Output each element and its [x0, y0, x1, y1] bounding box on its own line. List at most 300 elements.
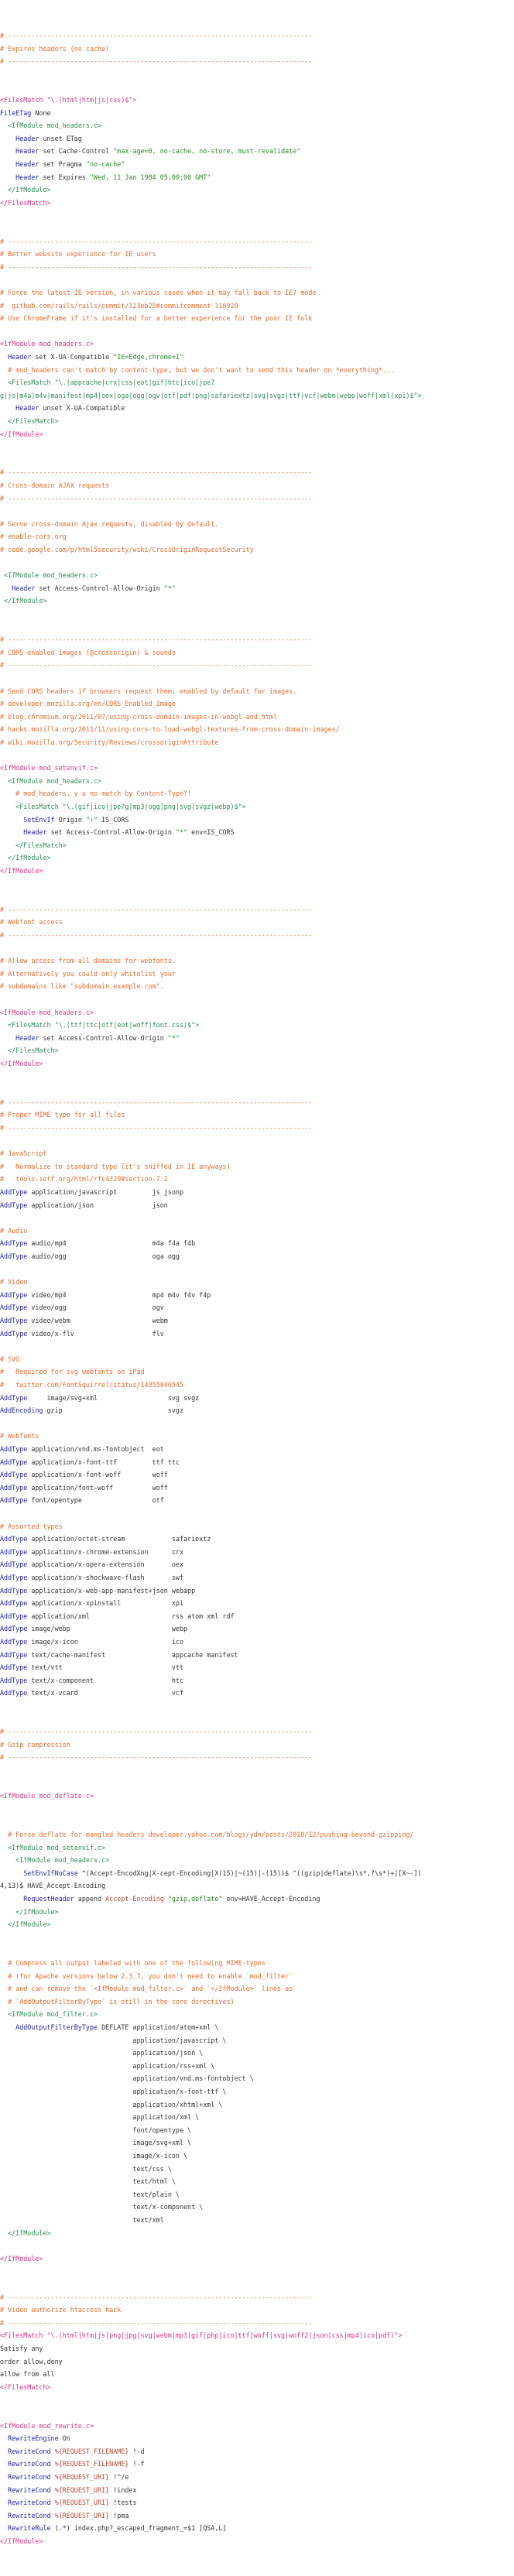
code-token: RewriteCond — [0, 2447, 55, 2455]
code-line — [0, 2485, 514, 2495]
code-token: %{REQUEST_URI} — [54, 2485, 114, 2494]
code-token: <IfModule mod_headers.c> — [0, 1856, 110, 1865]
code-line — [0, 95, 514, 104]
code-line — [0, 2344, 514, 2353]
code-line — [0, 519, 514, 529]
code-token: AddType — [0, 1483, 32, 1492]
code-token: <IfModule mod_filter.c> — [0, 2010, 98, 2019]
code-line — [0, 1059, 514, 1068]
code-token: # ------------------------------------------------------------------------------ — [0, 2318, 313, 2327]
code-token: "*" — [163, 584, 176, 592]
code-token: RewriteCond — [0, 2511, 55, 2519]
code-line — [0, 1367, 514, 1376]
code-line — [0, 2434, 514, 2443]
code-token: # enable-cors.org — [0, 533, 67, 541]
code-line — [0, 2036, 514, 2045]
code-line — [0, 905, 514, 914]
code-token: !index — [113, 2485, 137, 2494]
code-line — [0, 301, 514, 310]
code-token: !pma — [113, 2511, 129, 2519]
code-token: font/opentype otf — [31, 1496, 164, 1505]
code-line — [0, 2164, 514, 2174]
code-line — [0, 2472, 514, 2482]
code-token: Header — [0, 173, 43, 181]
code-token: ^(Accept-EncodXng|X-cept-Encoding|X(15)|~(15)|-(15))$ ^((gzip|deflate)\s*,?\s*)+|[X~-]( — [81, 1869, 422, 1877]
code-token: IS_CORS — [101, 815, 129, 824]
code-token: # Webfont access — [0, 918, 63, 927]
code-token: application/javascript js jsonp — [31, 1188, 183, 1196]
code-token: # Alternatively you could only whitelist your — [0, 969, 176, 978]
code-token: application/vnd.ms-fontobject eot — [31, 1445, 164, 1453]
code-token: Header — [0, 1033, 43, 1042]
code-token: RewriteCond — [0, 2499, 55, 2507]
code-token: "gzip,deflate" — [167, 1895, 227, 1903]
code-token: "max-age=0, no-cache, no-store, must-revalidate" — [113, 147, 301, 156]
code-line — [0, 1920, 514, 1929]
code-token: "*" — [175, 828, 192, 837]
code-token: text/xml — [0, 2216, 164, 2224]
code-line — [0, 1329, 514, 1338]
code-line — [0, 1277, 514, 1286]
code-line — [0, 2215, 514, 2225]
code-token: AddType — [0, 1638, 32, 1646]
code-line — [0, 121, 514, 130]
code-token: <FilesMatch "\.(html|htm|js|css)$"> — [0, 96, 137, 104]
code-token: # Assorted types — [0, 1522, 63, 1530]
code-token: AddEncoding — [0, 1406, 47, 1415]
code-token: <FilesMatch "\.(gif|ico|jpe?g|mp3|ogg|png|svg|svgz|webp)$"> — [0, 803, 246, 810]
code-token: application/octet-stream safariextz — [31, 1535, 211, 1543]
code-line — [0, 134, 514, 143]
code-token: </IfModule> — [0, 867, 43, 875]
code-line — [0, 687, 514, 696]
code-line — [0, 2511, 514, 2520]
code-token: g|js|m4a|m4v|manifest|mp4|oex|oga|ogg|ogv|otf|pdf|png|safariextz|svg|svgz|ttf|vcf|webm|webp|woff|xml|xpi)$"> — [0, 391, 422, 399]
code-token: AddType — [0, 1329, 32, 1338]
code-line — [0, 1238, 514, 1248]
code-line — [0, 313, 514, 323]
code-token: Header — [0, 160, 43, 168]
code-token: </IfModule> — [0, 2228, 51, 2237]
code-token: image/svg+xml svg svgz — [46, 1393, 200, 1402]
code-token: # mod_headers can't match by content-type, but we don't want to send this header on *everything*... — [0, 365, 395, 374]
code-line — [0, 1958, 514, 1968]
code-token: # Serve cross-domain Ajax requests, disabled by default. — [0, 519, 219, 528]
code-line — [0, 403, 514, 413]
code-token: # Webfonts — [0, 1432, 39, 1440]
code-line — [0, 1174, 514, 1184]
code-line — [0, 648, 514, 657]
code-token: </IfModule> — [0, 1920, 51, 1929]
code-line — [0, 2421, 514, 2430]
code-token: Header — [0, 147, 43, 156]
code-token: # ------------------------------------------------------------------------------ — [0, 57, 313, 66]
code-token: </FilesMatch> — [0, 2382, 51, 2391]
code-line — [0, 1522, 514, 1531]
code-token: # ------------------------------------------------------------------------------ — [0, 32, 313, 39]
code-line — [0, 2369, 514, 2379]
code-line — [0, 1586, 514, 1595]
code-token: # ------------------------------------------------------------------------------ — [0, 262, 313, 271]
code-token: !tests — [113, 2499, 137, 2507]
code-token: <IfModule mod_headers.c> — [0, 122, 102, 130]
code-token: video/ogg ogv — [31, 1303, 164, 1312]
code-token: AddType — [0, 1303, 32, 1312]
code-token: AddOutputFilterByType — [0, 2023, 102, 2031]
code-token: RewriteCond — [0, 2485, 55, 2494]
code-line — [0, 1187, 514, 1197]
code-line — [0, 1393, 514, 1403]
code-token: # SVG — [0, 1355, 20, 1363]
code-token: # (for Apache versions below 2.3.7, you don't need to enable `mod_filter` — [0, 1971, 293, 1980]
code-line — [0, 1650, 514, 1660]
code-line — [0, 1869, 514, 1878]
code-token: # github.com/rails/rails/commit/123eb25#commitcomment-118920 — [0, 301, 238, 310]
code-token: # developer.mozilla.org/en/CORS_Enabled_Image — [0, 700, 176, 708]
code-token: video/webm webm — [31, 1317, 168, 1324]
code-line — [0, 198, 514, 207]
code-line — [0, 789, 514, 798]
code-line — [0, 2074, 514, 2083]
code-line — [0, 288, 514, 297]
code-line — [0, 1740, 514, 1749]
code-token: application/xml \ — [0, 2113, 200, 2122]
code-line — [0, 2254, 514, 2263]
code-line — [0, 1444, 514, 1454]
code-token: </IfModule> — [0, 186, 51, 194]
code-token: application/x-opera-extension oex — [31, 1560, 183, 1569]
code-line — [0, 917, 514, 927]
code-line — [0, 2498, 514, 2507]
code-line — [0, 1637, 514, 1646]
code-line — [0, 763, 514, 772]
code-line — [0, 2151, 514, 2160]
code-token: # Allow access from all domains for webfonts. — [0, 957, 176, 965]
code-token: "IE=Edge,chrome=1" — [113, 353, 183, 361]
code-line — [0, 1547, 514, 1557]
code-token: # Better website experience for IE users — [0, 250, 156, 259]
code-token: # ------------------------------------------------------------------------------ — [0, 468, 313, 477]
code-line — [0, 2126, 514, 2135]
code-token: AddType — [0, 1650, 32, 1659]
code-token: </IfModule> — [0, 854, 51, 862]
code-line — [0, 1162, 514, 1171]
code-token: </IfModule> — [0, 597, 47, 605]
code-token: <FilesMatch "\.(appcache|crx|css|eot|gif|htc|ico|jpe? — [0, 379, 215, 387]
code-token: </FilesMatch> — [0, 841, 67, 849]
code-line — [0, 1290, 514, 1300]
code-line — [0, 815, 514, 824]
code-line — [0, 159, 514, 169]
code-token: application/javascript \ — [0, 2036, 227, 2044]
code-line — [0, 2357, 514, 2366]
code-token: # ------------------------------------------------------------------------------ — [0, 905, 313, 913]
code-token: # subdomains like "subdomain.example.com". — [0, 982, 164, 991]
code-token: # twitter.com/FontSquirrel/status/14855840545 — [0, 1381, 183, 1389]
code-line — [0, 1534, 514, 1543]
code-token: </IfModule> — [0, 2537, 43, 2545]
code-token: AddType — [0, 1547, 32, 1556]
code-token: AddType — [0, 1535, 32, 1543]
code-token: On — [62, 2434, 70, 2443]
code-token: SetEnvIfNoCase — [0, 1869, 82, 1877]
code-token: # wiki.mozilla.org/Security/Reviews/crossoriginAttribute — [0, 738, 219, 746]
code-line — [0, 1226, 514, 1235]
code-token: AddType — [0, 1663, 32, 1672]
code-token: AddType — [0, 1201, 32, 1209]
code-token: set Pragma — [43, 160, 86, 168]
code-token: AddType — [0, 1252, 32, 1260]
code-token: # Force deflate for mangled headers developer.yahoo.com/blogs/ydn/posts/2010/12/pushing-beyond-gzipping/ — [0, 1831, 414, 1838]
code-token: </IfModule> — [0, 2254, 43, 2263]
code-token: text/cache-manifest appcache manifest — [31, 1650, 238, 1659]
code-token: # ------------------------------------------------------------------------------ — [0, 1098, 313, 1106]
code-token: application/json json — [31, 1201, 168, 1209]
code-line — [0, 1663, 514, 1672]
code-line — [0, 1855, 514, 1865]
code-line — [0, 2447, 514, 2456]
code-line — [0, 570, 514, 580]
code-token: set Access-Control-Allow-Origin — [39, 584, 164, 592]
code-line — [0, 1380, 514, 1389]
code-line — [0, 1316, 514, 1325]
code-line — [0, 1046, 514, 1055]
code-line — [0, 1355, 514, 1364]
code-line — [0, 2061, 514, 2071]
code-line — [0, 827, 514, 837]
code-line — [0, 1573, 514, 1582]
code-token: AddType — [0, 1188, 32, 1196]
code-line — [0, 712, 514, 721]
code-token: # ------------------------------------------------------------------------------ — [0, 635, 313, 644]
code-token: # ------------------------------------------------------------------------------ — [0, 2293, 313, 2301]
code-token: # JavaScript — [0, 1149, 47, 1158]
code-line — [0, 1458, 514, 1467]
code-token: text/x-component htc — [31, 1676, 183, 1684]
code-token: "Wed, 11 Jan 1984 05:00:00 GMT" — [89, 173, 211, 181]
code-token: application/font-woff woff — [31, 1483, 168, 1492]
code-line — [0, 146, 514, 156]
code-line — [0, 494, 514, 503]
code-line — [0, 1881, 514, 1890]
code-token: %{REQUEST_URI} — [54, 2473, 114, 2481]
code-line — [0, 1406, 514, 1415]
code-line — [0, 969, 514, 978]
code-token: # ------------------------------------------------------------------------------ — [0, 661, 313, 670]
code-line — [0, 31, 514, 40]
code-token: Satisfy any — [0, 2345, 43, 2352]
code-line — [0, 1110, 514, 1119]
code-token: # ------------------------------------------------------------------------------ — [0, 237, 313, 245]
code-token: </FilesMatch> — [0, 198, 51, 207]
code-line — [0, 1098, 514, 1107]
code-token: allow from all — [0, 2370, 55, 2379]
code-token: # Expires headers (no cache) — [0, 44, 110, 53]
code-token: !-d — [132, 2447, 145, 2455]
code-line — [0, 2318, 514, 2328]
code-token: # Send CORS headers if browsers request them; enabled by default for images. — [0, 687, 297, 695]
code-token: <IfModule mod_headers.c> — [0, 340, 94, 348]
code-token: # mod_headers, y u no match by Content-Type?! — [0, 790, 192, 798]
code-token: <IfModule mod_headers.c> — [0, 776, 102, 785]
code-token: application/rss+xml \ — [0, 2061, 215, 2070]
code-token: application/x-chrome-extension crx — [31, 1547, 183, 1556]
code-token: audio/ogg oga ogg — [31, 1252, 180, 1260]
code-token: text/html \ — [0, 2177, 176, 2186]
code-line — [0, 1830, 514, 1839]
code-token: AddType — [0, 1625, 32, 1633]
code-line — [0, 2331, 514, 2340]
code-token: RequestHeader — [0, 1895, 78, 1903]
code-token: AddType — [0, 1393, 47, 1402]
code-token: set Cache-Control — [43, 147, 114, 156]
code-token: # code.google.com/p/html5security/wiki/CrossOriginRequestSecurity — [0, 546, 254, 553]
code-token: RewriteEngine — [0, 2434, 63, 2443]
code-token: Header — [0, 134, 43, 142]
code-token: # Force the latest IE version, in various cases when it may fall back to IE7 mode — [0, 289, 317, 296]
code-token: # Compress all output labeled with one of the following MIME-types — [0, 1959, 266, 1967]
code-line — [0, 699, 514, 708]
code-token: unset ETag — [43, 134, 82, 142]
code-line — [0, 776, 514, 786]
code-line — [0, 2048, 514, 2057]
code-token: RewriteRule — [0, 2524, 55, 2533]
code-line — [0, 1894, 514, 1903]
code-token: RewriteCond — [0, 2473, 55, 2481]
code-line — [0, 1676, 514, 1685]
code-token: AddType — [0, 1612, 32, 1620]
code-token: AddType — [0, 1445, 32, 1453]
code-token: # ------------------------------------------------------------------------------ — [0, 494, 313, 502]
code-token: # Cross-domain AJAX requests — [0, 481, 110, 489]
code-line — [0, 1752, 514, 1762]
code-line — [0, 2293, 514, 2302]
code-token: DEFLATE application/atom+xml \ — [101, 2023, 219, 2031]
code-token: AddType — [0, 1689, 32, 1697]
code-token: text/css \ — [0, 2164, 172, 2173]
code-line — [0, 2190, 514, 2199]
code-line — [0, 1727, 514, 1736]
code-line — [0, 724, 514, 734]
code-line — [0, 1483, 514, 1492]
code-token: !^/e — [113, 2473, 129, 2481]
code-token: </IfModule> — [0, 430, 43, 438]
code-line — [0, 1843, 514, 1852]
code-line — [0, 1495, 514, 1505]
code-line — [0, 2009, 514, 2019]
code-line — [0, 430, 514, 439]
code-token: text/vtt vtt — [31, 1663, 183, 1672]
code-line — [0, 57, 514, 66]
code-token: # blog.chromium.org/2011/07/using-cross-domain-images-in-webgl-and.html — [0, 712, 277, 721]
code-line — [0, 545, 514, 554]
code-token: AddType — [0, 1471, 32, 1479]
code-token: # `AddOutputFilterByType` is still in the core directives) — [0, 1997, 235, 2006]
code-token: Header — [0, 353, 36, 361]
code-line — [0, 1907, 514, 1917]
code-line — [0, 2087, 514, 2096]
code-line — [0, 339, 514, 348]
code-token: </FilesMatch> — [0, 417, 59, 425]
code-token: font/opentype \ — [0, 2126, 192, 2134]
code-token: set Access-Control-Allow-Origin — [43, 1033, 168, 1042]
code-token: # Required for svg webfonts on iPad — [0, 1368, 145, 1376]
code-line — [0, 1560, 514, 1569]
code-token: # Use ChromeFrame if it's installed for a better experience for the poor IE folk — [0, 314, 313, 323]
code-line — [0, 635, 514, 644]
code-line — [0, 596, 514, 605]
code-line — [0, 365, 514, 375]
code-line — [0, 2100, 514, 2109]
code-token: Accept-Encoding — [105, 1895, 168, 1903]
code-token: image/x-icon ico — [31, 1638, 183, 1646]
code-line — [0, 1984, 514, 1993]
code-line — [0, 841, 514, 850]
code-line — [0, 1791, 514, 1800]
code-line — [0, 1470, 514, 1479]
code-token: FileETag — [0, 108, 36, 117]
code-line — [0, 930, 514, 940]
code-token: AddType — [0, 1239, 32, 1248]
code-token: order allow,deny — [0, 2357, 63, 2365]
code-line — [0, 532, 514, 541]
code-token: # Normalize to standard type (it's sniffed in IE anyways) — [0, 1162, 231, 1170]
code-token: (.*) index.php?_escaped_fragment_=$1 [QSA,L] — [54, 2524, 227, 2533]
code-token: AddType — [0, 1317, 32, 1324]
code-token: <FilesMatch "\.(html|htm|js|png|jpg|svg|webm|mp3|gif|php|ico|ttf|woff|svg|woff2|json|css|mp4|ico|pdf)"> — [0, 2331, 403, 2340]
code-line — [0, 1598, 514, 1608]
code-line — [0, 108, 514, 118]
code-token: ":" — [85, 815, 102, 824]
code-token: Header — [0, 404, 43, 413]
code-line — [0, 391, 514, 400]
code-token: set Expires — [43, 173, 90, 181]
code-line — [0, 1008, 514, 1017]
code-token: RewriteCond — [0, 2460, 55, 2468]
code-token: application/vnd.ms-fontobject \ — [0, 2074, 254, 2083]
code-token: application/x-shockwave-flash swf — [31, 1574, 183, 1581]
code-line — [0, 416, 514, 426]
code-line — [0, 1020, 514, 1029]
code-token: env=HAVE_Accept-Encoding — [226, 1895, 320, 1903]
code-line — [0, 2138, 514, 2147]
code-line — [0, 660, 514, 670]
code-token: # Video — [0, 1278, 28, 1286]
code-token: AddType — [0, 1574, 32, 1581]
code-line — [0, 584, 514, 593]
code-token: audio/mp4 m4a f4a f4b — [31, 1239, 196, 1248]
code-token: SetEnvIf — [0, 815, 59, 824]
code-token: # Audio — [0, 1226, 28, 1235]
code-line — [0, 2537, 514, 2546]
code-token: "*" — [167, 1033, 180, 1042]
code-token: text/x-component \ — [0, 2203, 204, 2211]
code-line — [0, 1149, 514, 1158]
code-token: # tools.ietf.org/html/rfc4329#section-7.2 — [0, 1175, 168, 1184]
code-token: %{REQUEST_FILENAME} — [54, 2460, 133, 2468]
code-token: "no-cache" — [85, 160, 125, 168]
code-token: AddType — [0, 1290, 32, 1299]
code-token: # ------------------------------------------------------------------------------ — [0, 1124, 313, 1132]
code-token: Header — [0, 828, 51, 837]
code-line — [0, 2523, 514, 2533]
code-token: AddType — [0, 1496, 32, 1505]
code-line — [0, 1612, 514, 1621]
code-token: %{REQUEST_FILENAME} — [54, 2447, 133, 2455]
code-line — [0, 2382, 514, 2392]
code-token: image/x-icon \ — [0, 2152, 188, 2160]
code-line — [0, 237, 514, 246]
